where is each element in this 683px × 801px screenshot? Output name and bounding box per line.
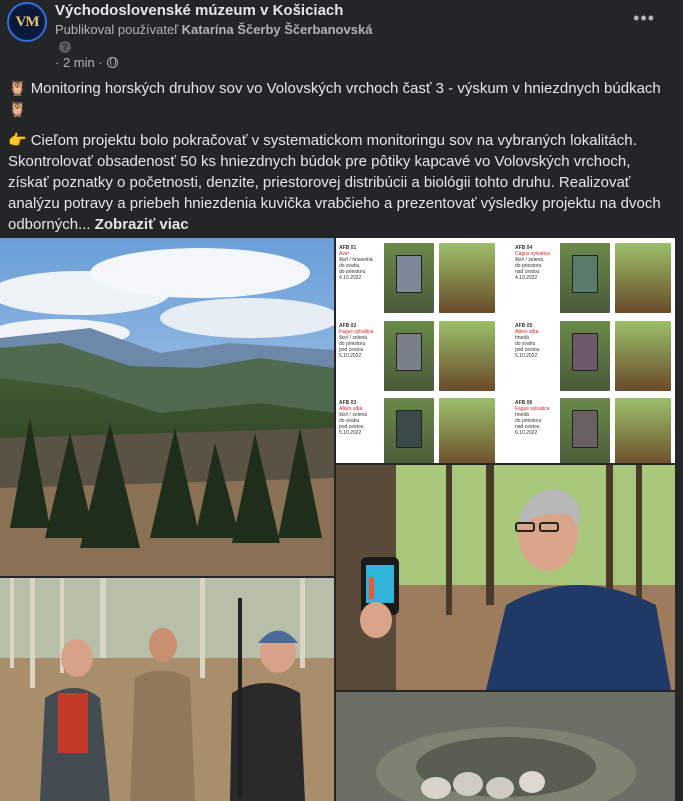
forest-photo [439,398,495,463]
page-name[interactable]: Východoslovenské múzeum v Košiciach [55,2,344,19]
sheet-entry-line: do priestoru [515,263,542,269]
post-text [8,78,673,245]
sheet-entry-line: pod cestou [339,424,364,430]
group-image [0,578,334,801]
more-options-button[interactable]: ••• [633,8,655,28]
sheet-entry-code: AFB 03 [339,400,357,406]
avatar-logo: VM [15,13,39,30]
post-header [0,0,683,70]
sheet-entry-line: hnedá [515,412,529,418]
sheet-entry-line: 6.10.2022 [515,430,538,436]
sheet-entry-line: pod cestou [515,347,540,353]
author-name[interactable]: Katarína Ščerby Ščerbanovská [181,22,373,37]
post-body [8,130,673,235]
post-title [8,78,673,120]
sheet-entry-code: AFB 02 [339,323,357,329]
sheet-entry-line: do priestoru [339,341,366,347]
sheet-entry-label [515,245,559,281]
sheet-entry-line: nad cestou [515,269,540,275]
sheet-entry-line: pod cestou [339,347,364,353]
photo-nestbox-sheet[interactable] [336,238,675,463]
sheet-entry-label [515,323,559,359]
sheet-entry-code: AFB 01 [339,245,357,251]
photo-researcher-with-tablet[interactable] [336,465,675,690]
sheet-entry-code: AFB 04 [515,245,533,251]
photo-nest-eggs[interactable] [336,692,675,801]
photo-mountain-landscape[interactable] [0,238,334,576]
sheet-entry-line: škvŕ / hnavelná [339,257,373,263]
sheet-entry-species: Fagus sylvatica [515,406,550,412]
sheet-entry-line: do priestoru [515,418,542,424]
forest-photo [615,398,671,463]
published-by [55,22,372,37]
landscape-image [0,238,334,576]
page-avatar[interactable] [7,2,47,42]
nestbox-icon [572,255,598,293]
forest-photo [439,243,495,313]
eggs-image [336,692,675,801]
photo-grid [0,238,683,801]
owl-icon-end: 🦉 [8,101,27,118]
pointing-hand-icon: 👉 [8,132,27,149]
sheet-entry-line: do priestoru [339,269,366,275]
sheet-entry-line: do svahu [339,418,360,424]
forest-photo [615,243,671,313]
sheet-entry-species: Cagus sylvatica [515,251,551,257]
post-meta [55,55,118,70]
sheet-entry-line: 4.10.2022 [339,275,362,281]
sheet-entry-code: AFB 05 [515,323,533,329]
sheet-entry-species: Fagus sylvatica [339,329,374,335]
nestbox-icon [572,410,598,448]
sheet-entry-label [515,400,559,436]
see-more-link[interactable]: Zobraziť viac [94,216,189,233]
sheet-entry-species: Abies alba [515,329,539,335]
sheet-entry-line: 5.10.2022 [339,430,362,436]
nestbox-icon [396,255,422,293]
sheet-entry-line: škvŕ / zelená [339,335,368,341]
owl-icon: 🦉 [8,80,27,97]
sheet-entry-line: do svahu [339,263,360,269]
sheet-entry-line: hnedá [515,335,529,341]
post-time[interactable]: · 2 min · [55,55,103,70]
nestbox-icon [396,333,422,371]
photo-group-in-forest[interactable] [0,578,334,801]
forest-photo [615,321,671,391]
nestbox-icon [396,410,422,448]
sheet-entry-species: Aver [339,251,350,257]
sheet-entry-line: nad cestou [515,424,540,430]
globe-icon [107,57,118,68]
sheet-entry-line: 5.10.2022 [515,353,538,359]
question-icon[interactable]: ? [59,41,71,53]
sheet-entry-line: do svahu [515,341,536,347]
sheet-entry-label [339,245,383,281]
sheet-entry-line: 5.10.2022 [339,353,362,359]
nestbox-icon [572,333,598,371]
sheet-entry-species: Abies alba [339,406,363,412]
sheet-entry-code: AFB 06 [515,400,533,406]
sheet-entry-line: 4.10.2022 [515,275,538,281]
sheet-entry-label [339,323,383,359]
sheet-entry-label [339,400,383,436]
post-body-text: Cieľom projektu bolo pokračovať v systematickom monitoringu sov na vybraných lokalitách. Skontrolovať obsadenosť 50 ks hniezdnych búdok pre pôtiky kapcavé vo Volovských vrchoch, získať poznatky o početnosti, denzite, priestorovej distribúcii a biológii tohto druhu. Realizovať analýzu potravy a priebeh hniezdenia kuvička vrabčieho a prezentovať výsledky projektu na dvoch odborných... [8,132,661,233]
forest-photo [439,321,495,391]
researcher-image [336,465,675,690]
post-title-text: Monitoring horských druhov sov vo Volovských vrchoch časť 3 - výskum v hniezdnych búdkach [30,80,661,97]
published-prefix: Publikoval používateľ [55,22,179,37]
sheet-entry-line: škvŕ / zelená [339,412,368,418]
sheet-entry-line: škvŕ / zelená [515,257,544,263]
